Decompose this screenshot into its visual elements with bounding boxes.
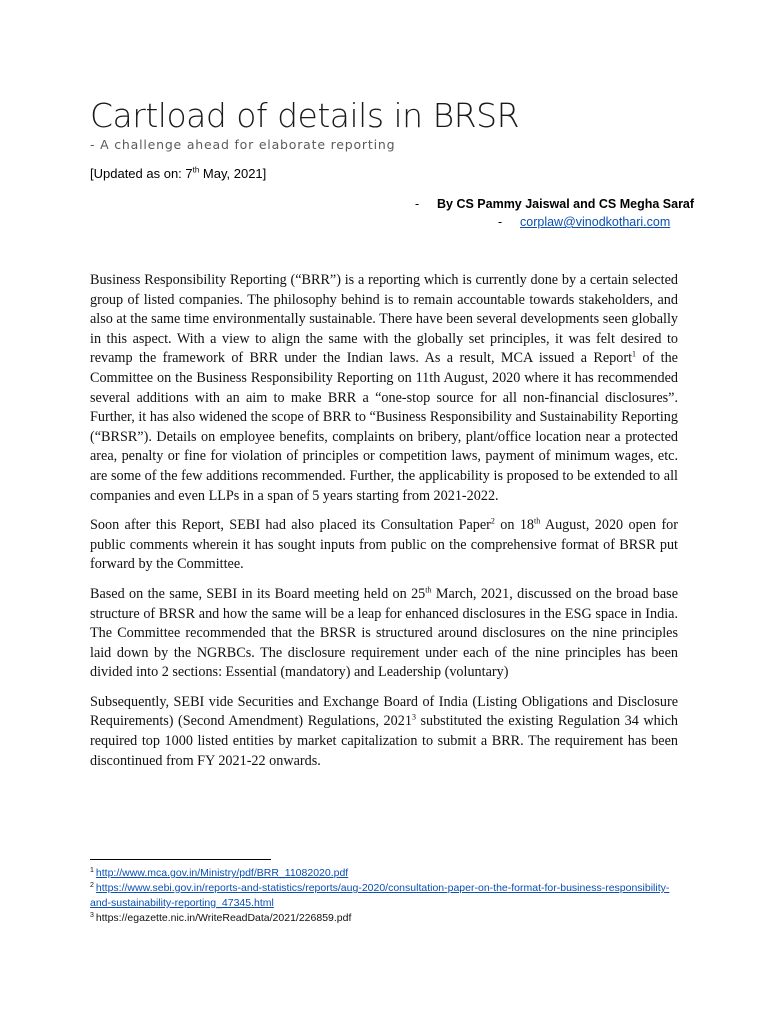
byline-authors: By CS Pammy Jaiswal and CS Megha Saraf <box>437 197 695 211</box>
p4-text-a: Subsequently, SEBI vide Securities and Exchange Board of India (Listing Obligations and Disclosure Requirements) (Second Amendment) Regulations, 2021 <box>90 693 678 730</box>
paragraph-2 <box>90 516 678 575</box>
footnote-ref-2[interactable]: 2 <box>490 516 495 526</box>
document-title: Cartload of details in BRSR <box>90 96 520 135</box>
footnote-2-num: 2 <box>90 881 94 889</box>
footnote-1-link[interactable]: http://www.mca.gov.in/Ministry/pdf/BRR_11082020.pdf <box>95 867 349 879</box>
p1-text-a: Business Responsibility Reporting (“BRR”) is a reporting which is currently done by a certain selected group of listed companies. The philosophy behind is to remain accountable towards stakeholders, and also at the same time environmentally sustainable. There have been several developments seen globally in this aspect. With a view to align the same with the globally set principles, it was felt desired to revamp the framework of BRR under the Indian laws. As a result, MCA issued a Report <box>90 272 678 367</box>
footnote-3-num: 3 <box>90 911 94 919</box>
p2-ordinal-sup: th <box>534 516 541 526</box>
updated-sup: th <box>192 165 200 175</box>
footnote-1-num: 1 <box>90 866 94 874</box>
p3-ordinal-sup: th <box>425 585 432 595</box>
p2-text-a: Soon after this Report, SEBI had also placed its Consultation Paper <box>90 517 491 534</box>
p2-text-b: on 18 <box>494 517 535 534</box>
footnote-3-text: https://egazette.nic.in/WriteReadData/2021/226859.pdf <box>95 912 352 924</box>
updated-date <box>90 166 266 181</box>
footnote-3 <box>90 911 680 926</box>
updated-suffix: May, 2021] <box>199 166 267 181</box>
p3-text-b: March, 2021, discussed on the broad base structure of BRSR and how the same will be a leap for enhanced disclosures in the ESG space in India. The Committee recommended that the BRSR is structured around disclosures on the nine principles laid down by the NGRBCs. The disclosure requirement under each of the nine principles has been divided into 2 sections: Essential (mandatory) and Leadership (voluntary) <box>90 585 678 681</box>
footnote-ref-1[interactable]: 1 <box>632 349 637 359</box>
footnote-2 <box>90 881 680 911</box>
paragraph-1 <box>90 271 678 506</box>
footnote-ref-3[interactable]: 3 <box>411 712 416 722</box>
paragraph-3 <box>90 585 678 683</box>
p2-text-c: August, 2020 open for public comments wherein it has sought inputs from public on the comprehensive format of BRSR put forward by the Committee. <box>90 517 678 573</box>
body-text <box>90 271 678 781</box>
email-link[interactable]: corplaw@vinodkothari.com <box>520 215 671 229</box>
footnote-1 <box>90 866 680 881</box>
email-dash: - <box>498 215 503 229</box>
footnote-divider <box>90 859 271 860</box>
p4-text-b: substituted the existing Regulation 34 which required top 1000 listed entities by market capitalization to submit a BRR. The requirement has been discontinued from FY 2021-22 onwards. <box>90 713 678 769</box>
paragraph-4 <box>90 693 678 771</box>
footnotes <box>90 866 680 926</box>
byline <box>415 197 695 211</box>
p3-text-a: Based on the same, SEBI in its Board meeting held on 25 <box>90 585 426 602</box>
footnote-2-link[interactable]: https://www.sebi.gov.in/reports-and-statistics/reports/aug-2020/consultation-paper-on-the-format-for-business-responsibility-and-sustainability-reporting_47345.html <box>90 882 670 909</box>
p1-text-b: of the Committee on the Business Responsibility Reporting on 11th August, 2020 where it has recommended several additions with an aim to make BRR a “one-stop source for all non-financial disclosures”. Further, it has also widened the scope of BRR to “Business Responsibility and Sustainability Reporting (“BRSR”). Details on employee benefits, complaints on bribery, plant/office location near a protected area, penalty or fine for violation of principles or competition laws, payment of minimum wages, etc. are some of the few additions recommended. Further, the applicability is proposed to be extended to all companies and even LLPs in a span of 5 years starting from 2021-2022. <box>90 350 678 504</box>
email-line <box>498 215 678 229</box>
document-subtitle: - A challenge ahead for elaborate reporting <box>90 137 396 152</box>
updated-prefix: [Updated as on: 7 <box>90 166 193 181</box>
byline-dash: - <box>415 197 420 211</box>
